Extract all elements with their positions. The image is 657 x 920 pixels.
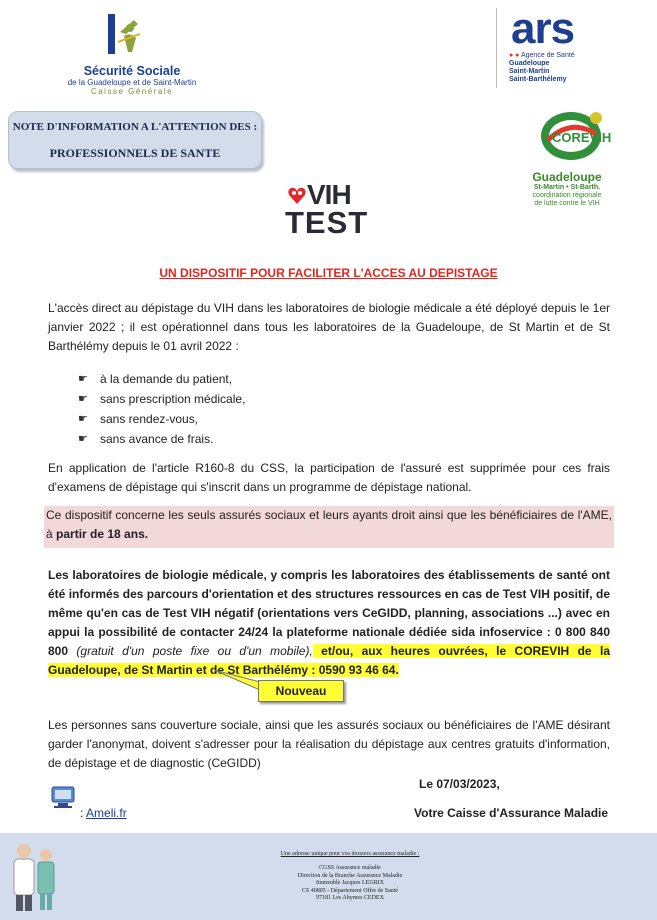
ars-agence-label: ● ● Agence de Santé [509,52,575,59]
securite-sociale-logo [62,12,202,96]
document-title: UN DISPOSITIF POUR FACILITER L'ACCES AU DEPISTAGE [159,266,498,280]
vih-logo-bottom: TEST [285,205,369,240]
footer-address: CGSS Assurance maladie Direction de la Branche Assurance Maladie Immeuble Jacques LEGRIX CS 40805 - Département Offre de Santé 97181 Les Abymes CEDEX [297,865,403,901]
ars-logo-name: ars [511,4,575,53]
pointing-hand-icon: ☛ [78,393,88,405]
new-callout: Nouveau [258,680,344,702]
ss-logo-caisse: Caisse Générale [90,87,174,96]
corevih-sub: St-Martin • St-Barth. [533,184,601,191]
vih-logo-top: VIH [307,179,351,210]
pointing-hand-icon: ☛ [78,373,88,385]
footer-heading: Une adresse unique pour vos dossiers assurance maladie : [280,851,420,857]
list-item: ☛ sans avance de frais. [78,429,378,449]
eligibility-text: Ce dispositif concerne les seuls assurés sociaux et leurs ayants droit ainsi que les bénéficiaires de l'AME, à [46,508,612,541]
eligibility-box [44,506,614,548]
footer [0,833,657,920]
securite-sociale-emblem-icon [100,12,150,62]
list-item: ☛ sans prescription médicale, [78,389,378,409]
note-line-2: PROFESSIONNELS DE SANTE [49,146,221,160]
ars-region: Guadeloupe Saint-Martin Saint-Barthélemy [509,60,567,83]
intro-paragraph: L'accès direct au dépistage du VIH dans les laboratoires de biologie médicale a été déployé depuis le 1er janvier 2022 ; il est opérationnel dans tous les laboratoires de la Guadeloupe, de St Martin et de St Barthélémy depuis le 01 avril 2022 : [48,301,610,353]
list-item: ☛ sans rendez-vous, [78,409,378,429]
article-paragraph: En application de l'article R160-8 du CSS, la participation de l'assuré est supprimée pour ces frais d'examens de dépistage qui s'inscrit dans un programme de dépistage national. [48,461,610,494]
ss-logo-region: de la Guadeloupe et de Saint-Martin [67,78,197,87]
anonymous-paragraph: Les personnes sans couverture sociale, ainsi que les assurés sociaux ou bénéficiaires de l'AME désirant garder l'anonymat, doivent s'adresser pour la réalisation du dépistage aux centres gratuits d'information, de dépistage et de diagnostic (CeGIDD) [48,718,610,770]
note-line-1: NOTE D'INFORMATION A L'ATTENTION DES : [12,121,258,133]
conditions-list [78,369,378,449]
corevih-contact-highlight: et/ou, aux heures ouvrées, le COREVIH de la Guadeloupe, de St Martin et de St Barthélémy : 0590 93 46 64. [48,644,610,677]
corevih-mark: COREVIH [552,130,612,145]
laboratories-text: Les laboratoires de biologie médicale, y compris les laboratoires des établissements de santé ont été informés des parcours d'orientation et des structures ressources en cas de Test VIH positif, de même qu'en cas de Test VIH négatif (orientations vers CeGIDD, planning, associations ...) avec en appui la possibilité de contacter 24/24 la plateforme nationale dédiée sida infoservice : 0 800 840 800 [48,568,610,658]
ars-logo [496,4,647,88]
computer-icon [50,784,76,810]
laboratories-paragraph [48,566,610,680]
corevih-desc: coordination régionale de lutte contre le VIH [532,192,602,207]
ameli-reference: : Ameli.fr [80,806,127,820]
ss-logo-name: Sécurité Sociale [83,64,181,78]
pointing-hand-icon: ☛ [78,433,88,445]
callout-pointer [212,668,262,692]
eligibility-age: partir de 18 ans. [56,527,149,541]
corevih-logo [510,108,640,214]
doctors-illustration-icon [6,837,62,915]
free-call-note: (gratuit d'un poste fixe ou d'un mobile), [68,644,313,658]
corevih-emblem-icon [538,108,612,162]
closing-signature: Votre Caisse d'Assurance Maladie [414,806,609,820]
ameli-link[interactable]: Ameli.fr [86,806,127,820]
note-box [8,111,262,169]
heart-pin-icon [287,187,307,205]
corevih-region: Guadeloupe [532,170,602,184]
vih-test-logo [285,179,375,243]
pointing-hand-icon: ☛ [78,413,88,425]
list-item: ☛ à la demande du patient, [78,369,378,389]
document-date: Le 07/03/2023, [419,777,500,791]
